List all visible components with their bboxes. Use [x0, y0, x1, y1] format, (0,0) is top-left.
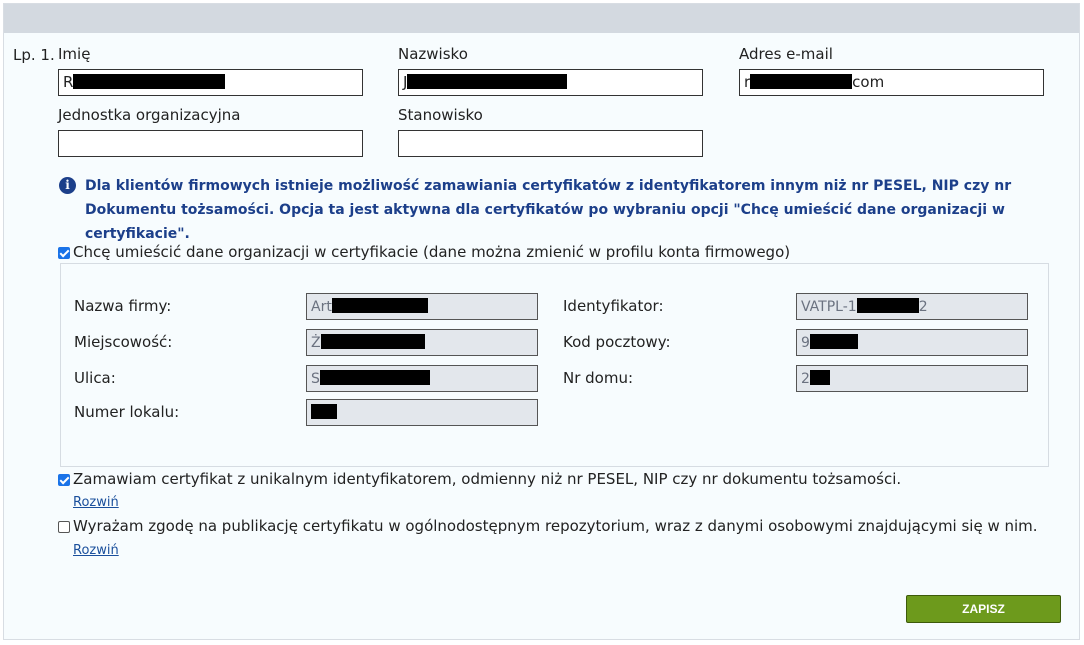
imie-input[interactable] — [58, 69, 363, 96]
nazwa-firmy-field — [306, 293, 538, 320]
row-number: Lp. 1. — [13, 46, 55, 64]
order-form-panel — [3, 3, 1080, 640]
kod-pocztowy-label: Kod pocztowy: — [563, 333, 671, 351]
redaction-bar — [810, 334, 858, 349]
publish-consent-expand-link[interactable]: Rozwiń — [73, 543, 119, 558]
org-data-checkbox[interactable] — [58, 247, 70, 259]
nr-domu-label: Nr domu: — [563, 369, 634, 387]
identyfikator-prefix: VATPL-1 — [801, 299, 857, 315]
miejscowosc-label: Miejscowość: — [74, 333, 173, 351]
jednostka-input[interactable] — [58, 130, 363, 157]
email-input[interactable] — [739, 69, 1044, 96]
save-button[interactable]: ZAPISZ — [906, 595, 1061, 623]
kod-pocztowy-field — [796, 329, 1028, 356]
nr-domu-field — [796, 365, 1028, 392]
redaction-bar — [311, 404, 337, 419]
nazwa-firmy-value: Art — [311, 299, 332, 315]
ulica-label: Ulica: — [74, 369, 116, 387]
numer-lokalu-field — [306, 399, 538, 426]
unique-id-expand-link[interactable]: Rozwiń — [73, 495, 119, 510]
jednostka-label: Jednostka organizacyjna — [58, 106, 241, 124]
nr-domu-value: 2 — [801, 371, 810, 387]
info-icon: i — [59, 177, 76, 194]
identyfikator-suffix: 2 — [918, 299, 928, 315]
info-note — [59, 174, 1049, 246]
info-text: Dla klientów firmowych istnieje możliwość zamawiania certyfikatów z identyfikatorem innym niż nr PESEL, NIP czy nr Dokumentu tożsamości. Opcja ta jest aktywna dla certyfikatów po wybraniu opcji "Chcę umieścić dane organizacji w certyfikacie". — [85, 178, 1012, 242]
redaction-bar — [857, 298, 919, 313]
redaction-bar — [750, 74, 852, 89]
redaction-bar — [320, 370, 430, 385]
miejscowosc-value: Ż — [311, 335, 321, 351]
redaction-bar — [810, 370, 830, 385]
ulica-field — [306, 365, 538, 392]
publish-consent-checkbox[interactable] — [58, 521, 70, 533]
email-label: Adres e-mail — [739, 45, 833, 63]
nazwisko-label: Nazwisko — [398, 45, 468, 63]
publish-consent-checkbox-label[interactable]: Wyrażam zgodę na publikację certyfikatu w ogólnodostępnym repozytorium, wraz z danymi osobowymi znajdującymi się w nim. — [73, 517, 1038, 535]
stanowisko-input[interactable] — [398, 130, 703, 157]
redaction-bar — [332, 298, 428, 313]
unique-id-checkbox[interactable] — [58, 474, 70, 486]
numer-lokalu-label: Numer lokalu: — [74, 403, 180, 421]
panel-header-bar — [4, 4, 1079, 33]
redaction-bar — [321, 334, 425, 349]
org-data-checkbox-label[interactable]: Chcę umieścić dane organizacji w certyfikacie (dane można zmienić w profilu konta firmowego) — [73, 243, 791, 261]
nazwisko-value: J — [403, 73, 408, 91]
email-prefix: r — [744, 73, 751, 91]
miejscowosc-field — [306, 329, 538, 356]
kod-pocztowy-value: 9 — [801, 335, 810, 351]
ulica-value: S — [311, 371, 320, 387]
imie-value: R — [63, 73, 74, 91]
email-suffix: com — [852, 73, 885, 91]
nazwisko-input[interactable] — [398, 69, 703, 96]
stanowisko-label: Stanowisko — [398, 106, 483, 124]
unique-id-checkbox-label[interactable]: Zamawiam certyfikat z unikalnym identyfikatorem, odmienny niż nr PESEL, NIP czy nr dokumentu tożsamości. — [73, 470, 902, 488]
redaction-bar — [407, 74, 567, 89]
identyfikator-field — [796, 293, 1028, 320]
redaction-bar — [73, 74, 225, 89]
identyfikator-label: Identyfikator: — [563, 297, 664, 315]
imie-label: Imię — [58, 45, 91, 63]
nazwa-firmy-label: Nazwa firmy: — [74, 297, 172, 315]
